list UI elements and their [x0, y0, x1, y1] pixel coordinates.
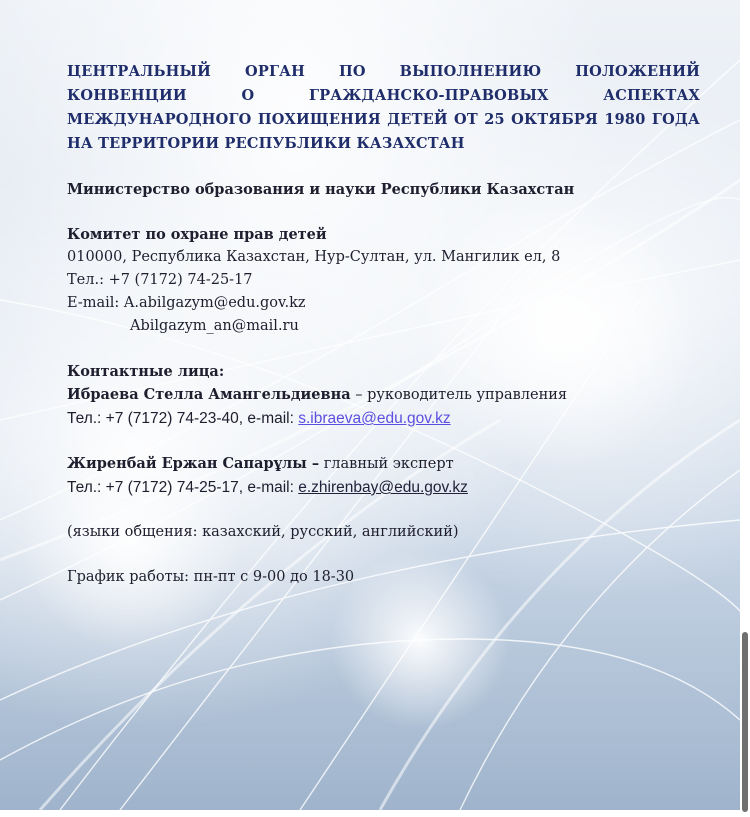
- committee-section: [67, 223, 700, 338]
- contact-1-role: – руководитель управления: [350, 387, 568, 403]
- contact-1-email-link[interactable]: s.ibraeva@edu.gov.kz: [298, 410, 451, 427]
- schedule-section: [67, 566, 700, 589]
- schedule-text: График работы: пн-пт с 9-00 до 18-30: [67, 569, 355, 585]
- contact-1-line: [67, 383, 700, 407]
- contact-2-phone: Тел.: +7 (7172) 74-25-17, e-mail:: [67, 479, 299, 496]
- contact-2-email-link[interactable]: e.zhirenbay@edu.gov.kz: [298, 479, 468, 496]
- ministry-name: Министерство образования и науки Республики Казахстан: [67, 181, 575, 198]
- contacts-section: [67, 360, 700, 430]
- content-area: [67, 60, 700, 589]
- contact-1-phone-line: [67, 407, 700, 430]
- committee-email-line: [67, 292, 700, 315]
- document-heading: ЦЕНТРАЛЬНЫЙ ОРГАН ПО ВЫПОЛНЕНИЮ ПОЛОЖЕНИЙ КОНВЕНЦИИ О ГРАЖДАНСКО-ПРАВОВЫХ АСПЕКТАХ МЕЖДУНАРОДНОГО ПОХИЩЕНИЯ ДЕТЕЙ ОТ 25 ОКТЯБРЯ 1980 ГОДА НА ТЕРРИТОРИИ РЕСПУБЛИКИ КАЗАХСТАН: [67, 63, 700, 152]
- committee-email-1: A.abilgazym@edu.gov.kz: [123, 295, 306, 311]
- contact-1-phone: Тел.: +7 (7172) 74-23-40, e-mail:: [67, 410, 299, 427]
- contacts-title: Контактные лица:: [67, 363, 225, 380]
- languages-section: [67, 521, 700, 544]
- ministry-section: [67, 178, 700, 201]
- contact-1-name: Ибраева Стелла Амангельдиевна: [67, 386, 351, 403]
- contact-2-phone-line: [67, 476, 700, 499]
- committee-email-2: Abilgazym_an@mail.ru: [130, 318, 299, 334]
- committee-address: 010000, Республика Казахстан, Нур-Султан, ул. Мангилик ел, 8: [67, 249, 561, 265]
- contact-2-line: [67, 452, 700, 476]
- contact-2-role: главный эксперт: [319, 456, 454, 472]
- email-label: E-mail:: [67, 295, 124, 311]
- contact-2-name: Жиренбай Ержан Сапарұлы –: [67, 455, 320, 472]
- committee-title: Комитет по охране прав детей: [67, 226, 327, 243]
- committee-phone: Тел.: +7 (7172) 74-25-17: [67, 272, 253, 288]
- languages-text: (языки общения: казахский, русский, английский): [67, 524, 459, 540]
- vertical-scrollbar[interactable]: [742, 632, 748, 812]
- contact-2-section: [67, 452, 700, 499]
